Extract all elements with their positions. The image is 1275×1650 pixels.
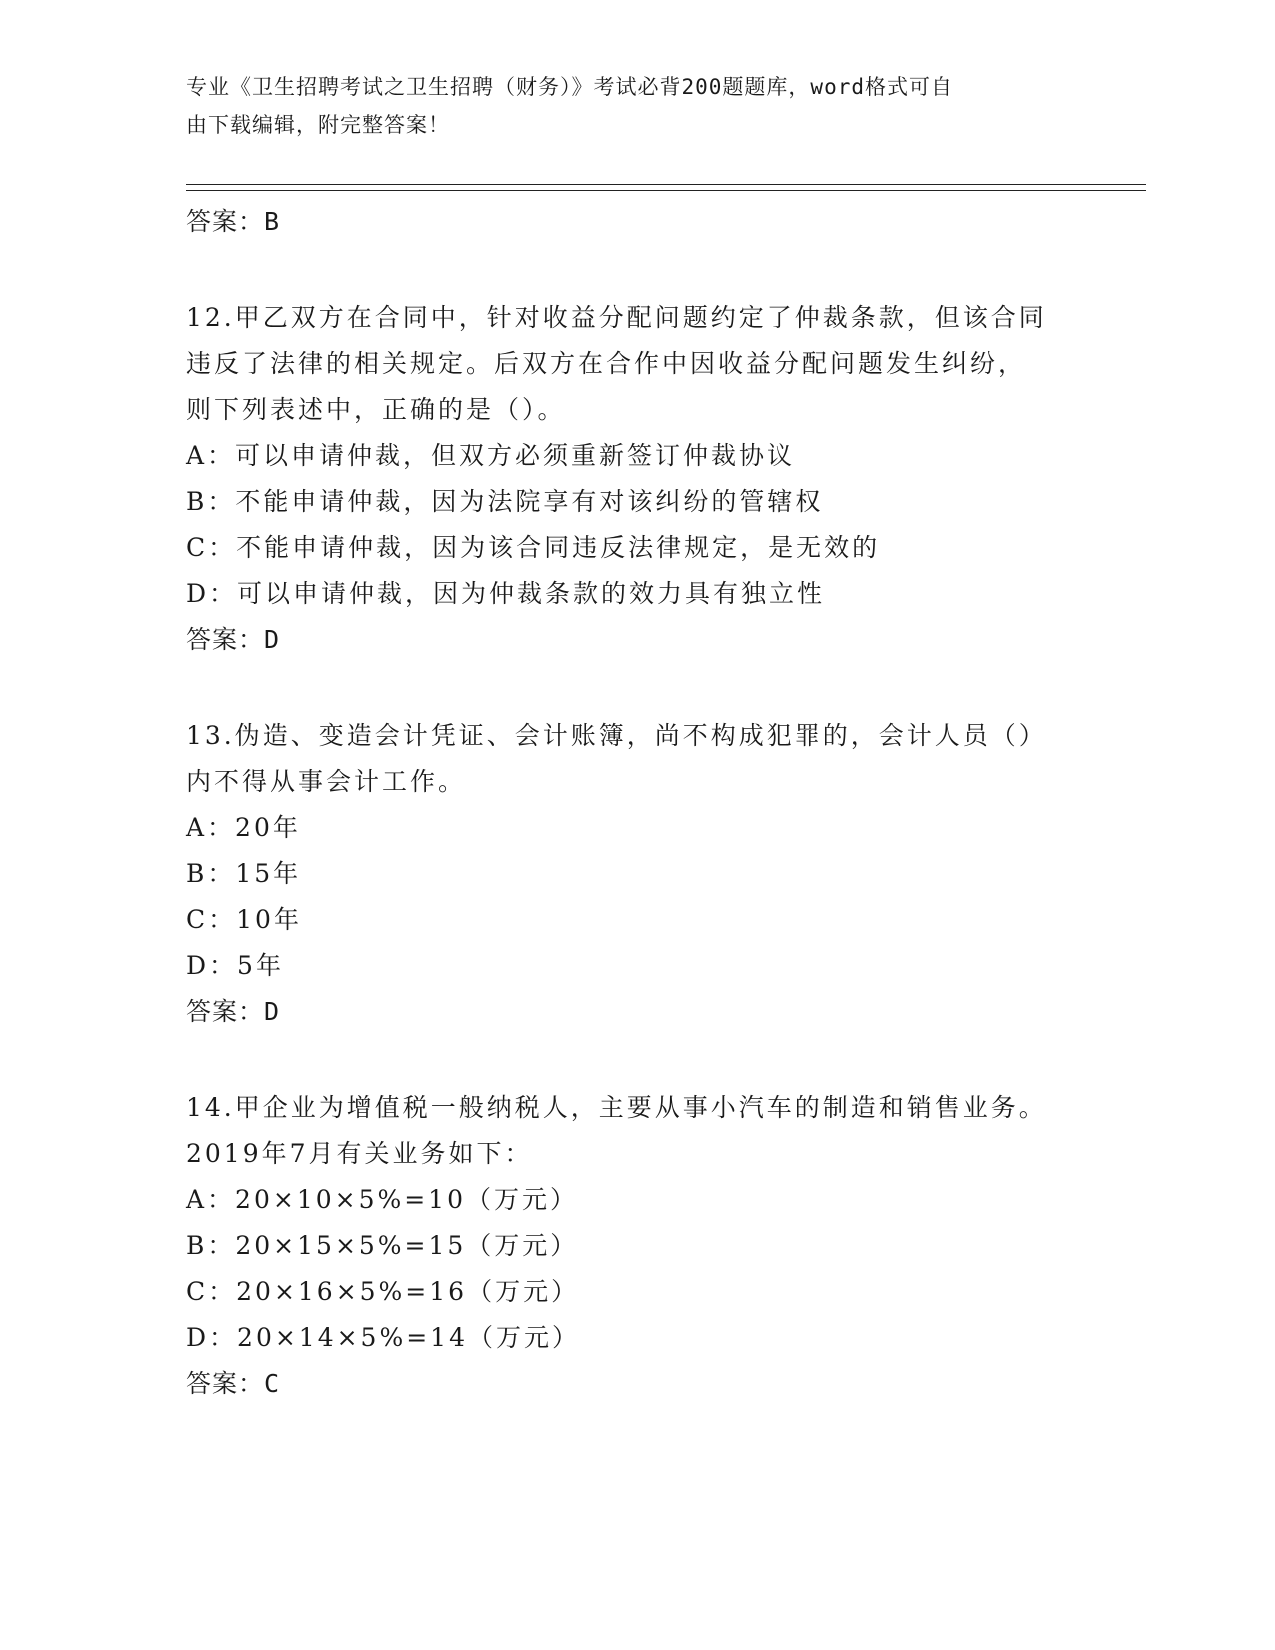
question-12 <box>186 295 1146 663</box>
option-b: B：15年 <box>186 859 302 888</box>
header-line-2: 由下载编辑，附完整答案！ <box>186 113 450 137</box>
question-stem: 则下列表述中，正确的是（）。 <box>186 395 566 424</box>
option-d: D：20×14×5%=14（万元） <box>186 1323 580 1352</box>
answer-line: 答案：D <box>186 997 281 1026</box>
answer-line: 答案：B <box>186 207 281 236</box>
question-13 <box>186 713 1146 1035</box>
question-stem: 13.伪造、变造会计凭证、会计账簿，尚不构成犯罪的，会计人员（） <box>186 721 1047 750</box>
option-a: A：可以申请仲裁，但双方必须重新签订仲裁协议 <box>186 441 796 470</box>
option-c: C：10年 <box>186 905 302 934</box>
option-b: B：20×15×5%=15（万元） <box>186 1231 579 1260</box>
option-b: B：不能申请仲裁，因为法院享有对该纠纷的管辖权 <box>186 487 824 516</box>
question-stem: 12.甲乙双方在合同中，针对收益分配问题约定了仲裁条款，但该合同 <box>186 303 1047 332</box>
option-c: C：20×16×5%=16（万元） <box>186 1277 580 1306</box>
question-stem: 内不得从事会计工作。 <box>186 767 467 796</box>
option-a: A：20年 <box>186 813 301 842</box>
option-d: D：可以申请仲裁，因为仲裁条款的效力具有独立性 <box>186 579 826 608</box>
option-a: A：20×10×5%=10（万元） <box>186 1185 578 1214</box>
header-line-1: 专业《卫生招聘考试之卫生招聘（财务）》考试必背200题题库，word格式可自 <box>186 75 953 99</box>
answer-line: 答案：D <box>186 625 281 654</box>
document-header <box>186 68 1146 144</box>
header-divider <box>186 184 1146 191</box>
option-d: D：5年 <box>186 951 284 980</box>
option-c: C：不能申请仲裁，因为该合同违反法律规定，是无效的 <box>186 533 881 562</box>
document-page <box>186 68 1146 1407</box>
question-stem: 2019年7月有关业务如下： <box>186 1139 533 1168</box>
answer-line: 答案：C <box>186 1369 281 1398</box>
question-stem: 违反了法律的相关规定。后双方在合作中因收益分配问题发生纠纷， <box>186 349 1027 378</box>
question-stem: 14.甲企业为增值税一般纳税人，主要从事小汽车的制造和销售业务。 <box>186 1093 1047 1122</box>
question-14 <box>186 1085 1146 1407</box>
